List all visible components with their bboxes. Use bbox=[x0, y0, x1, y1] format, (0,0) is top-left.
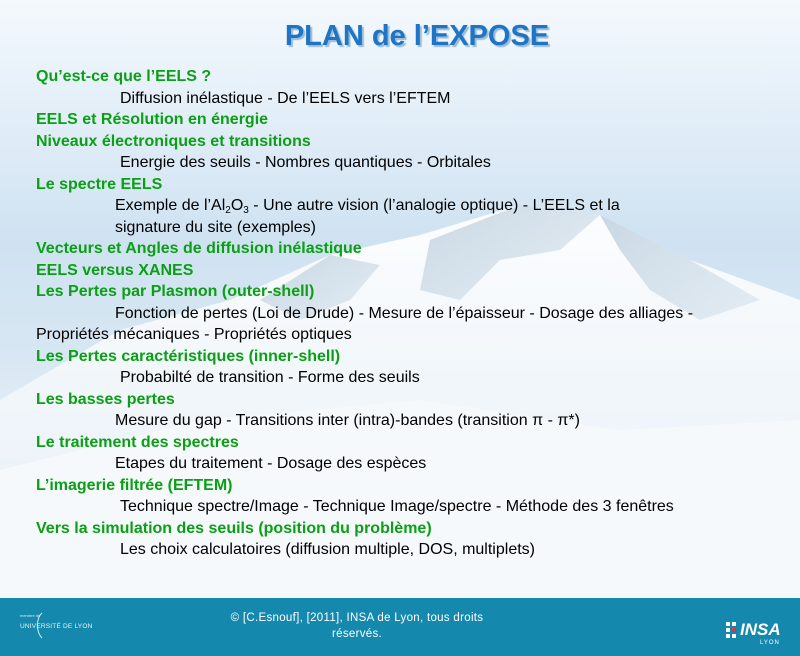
outline-heading: Niveaux électroniques et transitions bbox=[36, 132, 311, 150]
outline-heading: EELS et Résolution en énergie bbox=[36, 111, 269, 128]
footer-bar bbox=[0, 598, 800, 656]
outline-subitems: Probabilté de transition - Forme des seuils bbox=[120, 369, 420, 386]
outline-subitems: Diffusion inélastique - De l’EELS vers l’EFTEM bbox=[120, 89, 451, 107]
insa-lyon-logo bbox=[724, 616, 794, 652]
insa-logo-subtext: LYON bbox=[760, 640, 780, 646]
outline-heading: Le spectre EELS bbox=[36, 175, 163, 193]
outline-heading: L’imagerie filtrée (EFTEM) bbox=[36, 476, 233, 494]
outline-subitems: Mesure du gap - Transitions inter (intra)-bandes (transition π - π*) bbox=[115, 412, 580, 429]
outline-heading: Les Pertes caractéristiques (inner-shell) bbox=[36, 347, 341, 365]
outline-subitems: Fonction de pertes (Loi de Drude) - Mesure de l’épaisseur - Dosage des alliages - bbox=[115, 304, 694, 322]
outline-subitems: Propriétés mécaniques - Propriétés optiques bbox=[36, 326, 352, 343]
outline-heading: Vecteurs et Angles de diffusion inélastique bbox=[36, 240, 362, 257]
lyon-logo-text: UNIVERSITÉ DE LYON bbox=[20, 623, 93, 630]
outline-heading: Les basses pertes bbox=[36, 390, 175, 408]
lyon-logo-small-text: membre de bbox=[20, 613, 41, 618]
outline-heading: Vers la simulation des seuils (position du problème) bbox=[36, 519, 432, 537]
outline-heading: Les Pertes par Plasmon (outer-shell) bbox=[36, 283, 315, 300]
outline-heading: Qu’est-ce que l’EELS ? bbox=[36, 68, 212, 85]
outline-subitems: Exemple de $l’Al_2O_3$ - Une autre vision (l’analogie optique) - L’EELS et la bbox=[115, 197, 620, 216]
outline-heading: EELS versus XANES bbox=[36, 261, 194, 279]
outline-subitems: Etapes du traitement - Dosage des espèces bbox=[115, 455, 427, 472]
copyright-line: réservés. bbox=[332, 628, 382, 640]
copyright-line: © [C.Esnouf], [2011], INSA de Lyon, tous droits bbox=[230, 612, 484, 624]
insa-logo-text: INSA bbox=[740, 620, 781, 639]
outline-subitems: Energie des seuils - Nombres quantiques - Orbitales bbox=[120, 154, 491, 171]
outline-subitems: Technique spectre/Image - Technique Image/spectre - Méthode des 3 fenêtres bbox=[120, 498, 674, 515]
slide-title: PLAN de l’EXPOSE bbox=[284, 20, 550, 52]
outline-subitems: Les choix calculatoires (diffusion multiple, DOS, multiplets) bbox=[120, 541, 535, 558]
copyright-notice bbox=[200, 610, 514, 642]
universite-de-lyon-logo bbox=[18, 610, 98, 640]
outline-list bbox=[36, 66, 776, 561]
outline-subitems: signature du site (exemples) bbox=[115, 218, 316, 236]
outline-heading: Le traitement des spectres bbox=[36, 433, 239, 451]
